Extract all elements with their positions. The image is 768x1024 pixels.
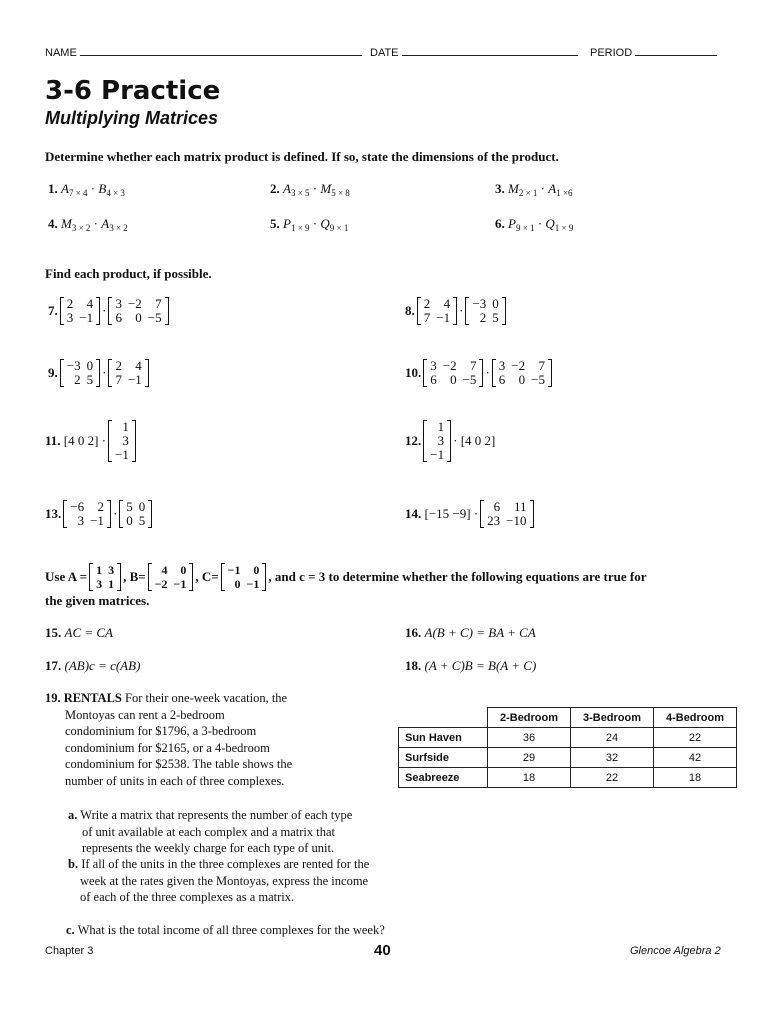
problem-8: 8. 2 4 7 −1 · −3 0 2 5: [405, 297, 508, 325]
p8-matrix-2: [465, 297, 505, 325]
matrix-entry: 4: [161, 563, 168, 577]
matrix-entry: −6: [70, 499, 85, 514]
p9-matrix-2: [108, 359, 148, 387]
date-label: DATE: [370, 47, 399, 59]
p12-matrix-1: [423, 420, 451, 462]
table-row: [399, 768, 737, 788]
rentals-table: [398, 707, 737, 788]
p11-matrix-2: [108, 420, 136, 462]
name-blank[interactable]: [80, 46, 362, 56]
matrix-entry: −5: [147, 310, 162, 325]
table-cell: 18: [654, 768, 737, 788]
problem-1: 1. $A_{7 \times 4} \cdot B_{4 \times 3}$: [48, 181, 125, 198]
matrix-entry: 7: [115, 372, 122, 387]
matrix-entry: 3: [122, 433, 129, 448]
table-cell: 18: [488, 768, 571, 788]
row-label: Sun Haven: [399, 728, 488, 748]
matrix-entry: −10: [506, 513, 527, 528]
matrix-entry: −1: [127, 372, 142, 387]
matrix-entry: 7: [469, 358, 477, 373]
p13-matrix-1: [63, 500, 111, 528]
matrix-entry: 6: [493, 499, 501, 514]
matrix-entry: 4: [86, 296, 94, 311]
section3-instruction: Use A = 1 3 3 1 , B= 4 0 −2 −1 , C= −1 0 0 −1 , and c = 3 to determine whether the following equations are true for: [45, 563, 647, 591]
matrix-entry: −2: [127, 296, 142, 311]
page-title: 3-6 Practice: [45, 76, 221, 106]
matrix-entry: 7: [538, 358, 545, 373]
matrix-entry: −3: [472, 296, 487, 311]
problem-15: 15. AC = CA: [45, 625, 113, 640]
matrix-entry: 6: [498, 372, 506, 387]
matrix-entry: 2: [74, 372, 81, 387]
matrix-entry: 1: [437, 419, 445, 434]
matrix-entry: 3: [115, 296, 122, 311]
matrix-B: [148, 563, 194, 591]
matrix-entry: 0: [234, 577, 241, 591]
matrix-entry: 6: [430, 372, 437, 387]
matrix-entry: 4: [443, 296, 451, 311]
matrix-entry: −1: [436, 310, 451, 325]
table-cell: 22: [571, 768, 654, 788]
table-row: [399, 748, 737, 768]
matrix-entry: 2: [479, 310, 487, 325]
p10-matrix-1: [423, 359, 483, 387]
matrix-entry: 7: [155, 296, 162, 311]
matrix-entry: 2: [423, 296, 431, 311]
matrix-entry: −1: [246, 577, 260, 591]
matrix-entry: −1: [115, 447, 129, 462]
footer-book: Glencoe Algebra 2: [630, 945, 721, 957]
matrix-entry: 1: [108, 577, 115, 591]
matrix-entry: −3: [66, 358, 81, 373]
matrix-entry: −2: [511, 358, 526, 373]
period-blank[interactable]: [635, 46, 717, 56]
matrix-entry: −5: [462, 372, 477, 387]
col-3-bedroom: 3-Bedroom: [571, 708, 654, 728]
table-row: [399, 728, 737, 748]
period-field[interactable]: [590, 46, 717, 59]
footer-chapter: Chapter 3: [45, 945, 94, 957]
p8-matrix-1: [417, 297, 457, 325]
table-corner: [399, 708, 488, 728]
matrix-entry: 3: [437, 433, 445, 448]
matrix-entry: −1: [90, 513, 104, 528]
name-label: NAME: [45, 47, 77, 59]
matrix-entry: 3: [77, 513, 85, 528]
problem-18: 18. (A + C)B = B(A + C): [405, 658, 537, 673]
matrix-entry: 1: [122, 419, 129, 434]
table-header-row: [399, 708, 737, 728]
matrix-entry: 0: [492, 296, 499, 311]
matrix-entry: 5: [126, 499, 133, 514]
matrix-entry: 5: [492, 310, 499, 325]
matrix-entry: 4: [135, 358, 142, 373]
matrix-entry: 0: [253, 563, 260, 577]
date-field[interactable]: [370, 46, 578, 59]
problem-2: 2. $A_{3 \times 5} \cdot M_{5 \times 8}$: [270, 181, 350, 198]
matrix-entry: 1: [96, 563, 103, 577]
table-cell: 29: [488, 748, 571, 768]
matrix-entry: 2: [97, 499, 104, 514]
matrix-entry: −5: [531, 372, 545, 387]
row-label: Seabreeze: [399, 768, 488, 788]
problem-3: 3. $M_{2 \times 1} \cdot A_{1 \times 6}$: [495, 181, 573, 198]
matrix-entry: −2: [442, 358, 457, 373]
question-19: 19. RENTALS For their one-week vacation, the Montoyas can rent a 2-bedroom condominium for $1796, a 3-bedroom condominium for $2165, or a 4-bedroom condominium for $2538. The table shows the number of units in each of three complexes.: [45, 691, 293, 788]
p7-matrix-2: [108, 297, 168, 325]
problem-5: 5. $P_{1 \times 9} \cdot Q_{9 \times 1}$: [270, 216, 349, 233]
table-cell: 24: [571, 728, 654, 748]
matrix-entry: 3: [430, 358, 437, 373]
matrix-entry: 5: [86, 372, 94, 387]
section2-instruction: Find each product, if possible.: [45, 266, 212, 281]
problem-7: 7. 2 4 3 −1 · 3 −2 7 6 0 −5: [48, 297, 171, 325]
problem-12: 12. 1 3 −1 · [4 0 2]: [405, 419, 496, 462]
table-cell: 32: [571, 748, 654, 768]
matrix-entry: −1: [173, 577, 187, 591]
problem-4: 4. $M_{3 \times 2} \cdot A_{3 \times 2}$: [48, 216, 128, 233]
problem-13: 13. −6 2 3 −1 · 5 0 0 5: [45, 500, 154, 528]
table-cell: 36: [488, 728, 571, 748]
problem-16: 16. A(B + C) = BA + CA: [405, 625, 536, 640]
date-blank[interactable]: [402, 46, 578, 56]
matrix-entry: 0: [180, 563, 187, 577]
col-2-bedroom: 2-Bedroom: [488, 708, 571, 728]
matrix-entry: 6: [115, 310, 122, 325]
period-label: PERIOD: [590, 47, 633, 59]
table-cell: 22: [654, 728, 737, 748]
matrix-entry: −1: [79, 310, 94, 325]
matrix-entry: 0: [450, 372, 457, 387]
matrix-entry: 0: [86, 358, 94, 373]
matrix-entry: 5: [138, 513, 146, 528]
matrix-entry: −2: [154, 577, 168, 591]
matrix-entry: 7: [423, 310, 431, 325]
row-label: Surfside: [399, 748, 488, 768]
section1-instruction: Determine whether each matrix product is defined. If so, state the dimensions of the product.: [45, 149, 559, 164]
matrix-entry: 3: [96, 577, 103, 591]
problem-6: 6. $P_{9 \times 1} \cdot Q_{1 \times 9}$: [495, 216, 574, 233]
matrix-entry: 3: [498, 358, 506, 373]
matrix-entry: 23: [487, 513, 501, 528]
matrix-entry: 0: [138, 499, 146, 514]
problem-14: 14. [−15 −9] · 6 11 23 −10: [405, 500, 536, 528]
question-19c: c. What is the total income of all three complexes for the week?: [66, 923, 385, 937]
p14-matrix-2: [480, 500, 533, 528]
matrix-entry: 0: [518, 372, 526, 387]
matrix-entry: 3: [108, 563, 115, 577]
matrix-A: [89, 563, 121, 591]
matrix-entry: 0: [135, 310, 142, 325]
section3-instruction-line2: the given matrices.: [45, 593, 150, 608]
problem-10: 10. 3 −2 7 6 0 −5 · 3 −2 7 6 0 −5: [405, 359, 554, 387]
matrix-entry: 3: [66, 310, 74, 325]
matrix-entry: −1: [430, 447, 445, 462]
page-subtitle: Multiplying Matrices: [45, 108, 219, 128]
matrix-entry: 2: [115, 358, 122, 373]
question-19a: a. Write a matrix that represents the number of each type of unit available at each complex and a matrix that represents the weekly charge for each type of unit.: [68, 808, 353, 855]
matrix-entry: 0: [126, 513, 133, 528]
p13-matrix-2: [119, 500, 152, 528]
matrix-C: [221, 563, 267, 591]
matrix-entry: 2: [66, 296, 74, 311]
col-4-bedroom: 4-Bedroom: [654, 708, 737, 728]
name-field[interactable]: [45, 46, 362, 59]
problem-17: 17. (AB)c = c(AB): [45, 658, 141, 673]
problem-9: 9. −3 0 2 5 · 2 4 7 −1: [48, 359, 151, 387]
p7-matrix-1: [60, 297, 100, 325]
matrix-entry: −1: [227, 563, 241, 577]
question-19b: b. If all of the units in the three complexes are rented for the week at the rates given the Montoyas, express the income of each of the three complexes as a matrix.: [68, 857, 370, 904]
page-number: 40: [374, 942, 391, 959]
p9-matrix-1: [60, 359, 100, 387]
problem-11: 11. [4 0 2] · 1 3 −1: [45, 420, 138, 462]
p10-matrix-2: [492, 359, 552, 387]
rentals-table-wrapper: [398, 707, 737, 788]
matrix-entry: 11: [513, 499, 527, 514]
table-cell: 42: [654, 748, 737, 768]
